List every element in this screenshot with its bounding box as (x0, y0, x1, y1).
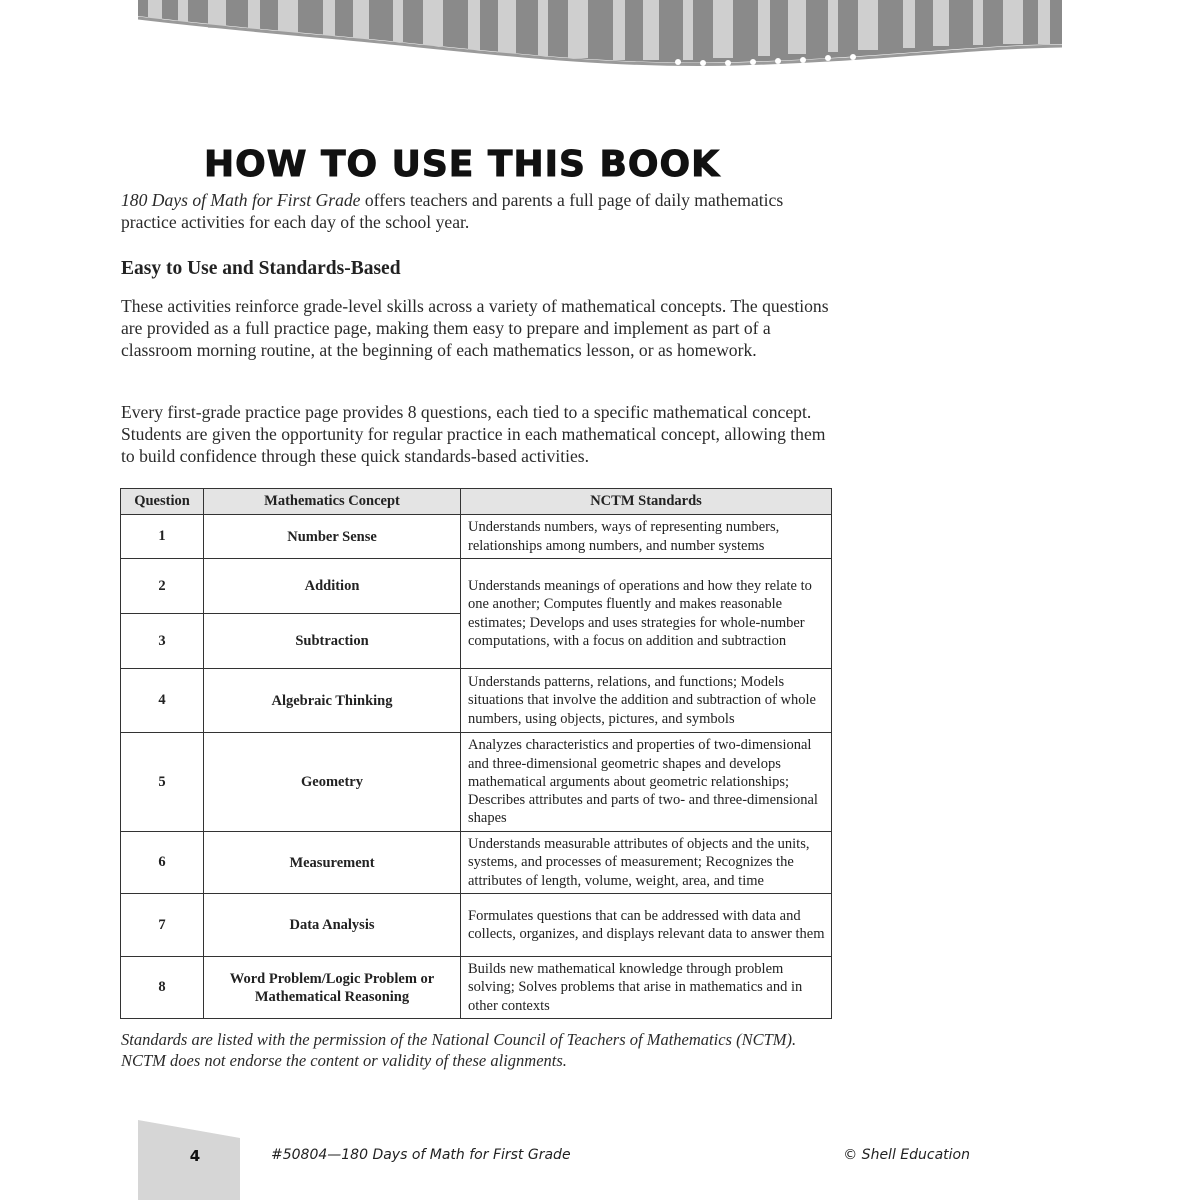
table-row (121, 669, 832, 733)
standard-cell: Analyzes characteristics and properties of two-dimensional and three-dimensional geometric shapes and develops mathematical arguments about geometric relationships; Describes attributes and parts of two- and three-dimensional shapes (461, 733, 832, 832)
table-header-row (121, 489, 832, 515)
table-row (121, 957, 832, 1019)
table-row (121, 515, 832, 559)
intro-paragraph (121, 189, 833, 233)
question-number: 1 (121, 515, 204, 559)
concept-cell: Geometry (204, 733, 461, 832)
header-question: Question (121, 489, 204, 515)
paragraph-activities: These activities reinforce grade-level skills across a variety of mathematical concepts. The questions are provided as a full practice page, making them easy to prepare and implement as part of a classroom morning routine, at the beginning of each mathematics lesson, or as homework. (121, 296, 829, 360)
publisher-credit: © Shell Education (843, 1147, 970, 1163)
concept-cell: Data Analysis (204, 894, 461, 957)
standard-cell: Understands meanings of operations and how they relate to one another; Computes fluently and makes reasonable estimates; Develops and uses strategies for whole-number computations, with a focus on addition and subtraction (461, 559, 832, 669)
concept-cell: Number Sense (204, 515, 461, 559)
decorative-header-band (138, 0, 1062, 80)
permission-note: Standards are listed with the permission of the National Council of Teachers of Mathematics (NCTM). NCTM does not endorse the content or validity of these alignments. (121, 1030, 797, 1070)
page-number: 4 (189, 1147, 201, 1165)
book-reference: #50804—180 Days of Math for First Grade (271, 1147, 571, 1163)
concept-cell: Measurement (204, 832, 461, 894)
question-number: 6 (121, 832, 204, 894)
table-row (121, 733, 832, 832)
question-number: 5 (121, 733, 204, 832)
intro-text: offers teachers and parents a full page of daily mathematics practice activities for each day of the school year. (121, 190, 784, 232)
question-number: 7 (121, 894, 204, 957)
concept-cell: Subtraction (204, 614, 461, 669)
book-title: 180 Days of Math for First Grade (121, 190, 361, 210)
question-number: 4 (121, 669, 204, 733)
standard-cell: Builds new mathematical knowledge through problem solving; Solves problems that arise in mathematics and in other contexts (461, 957, 832, 1019)
table-row (121, 832, 832, 894)
question-number: 3 (121, 614, 204, 669)
paragraph-practice-page: Every first-grade practice page provides 8 questions, each tied to a specific mathematical concept. Students are given the opportunity for regular practice in each mathematical concept, allowing them to build confidence through these quick standards-based activities. (121, 402, 826, 466)
question-number: 8 (121, 957, 204, 1019)
concept-cell: Algebraic Thinking (204, 669, 461, 733)
concept-cell: Addition (204, 559, 461, 614)
table-row (121, 894, 832, 957)
standard-cell: Understands measurable attributes of objects and the units, systems, and processes of measurement; Recognizes the attributes of length, volume, weight, area, and time (461, 832, 832, 894)
table-row (121, 559, 832, 614)
standards-table (120, 488, 832, 1019)
question-number: 2 (121, 559, 204, 614)
standard-cell: Understands numbers, ways of representing numbers, relationships among numbers, and number systems (461, 515, 832, 559)
standard-cell: Formulates questions that can be addressed with data and collects, organizes, and displays relevant data to answer them (461, 894, 832, 957)
section-heading: Easy to Use and Standards-Based (121, 258, 401, 279)
header-standards: NCTM Standards (461, 489, 832, 515)
page-title: HOW TO USE THIS BOOK (203, 144, 721, 186)
standard-cell: Understands patterns, relations, and functions; Models situations that involve the addition and subtraction of whole numbers, using objects, pictures, and symbols (461, 669, 832, 733)
concept-cell: Word Problem/Logic Problem or Mathematical Reasoning (204, 957, 461, 1019)
header-concept: Mathematics Concept (204, 489, 461, 515)
